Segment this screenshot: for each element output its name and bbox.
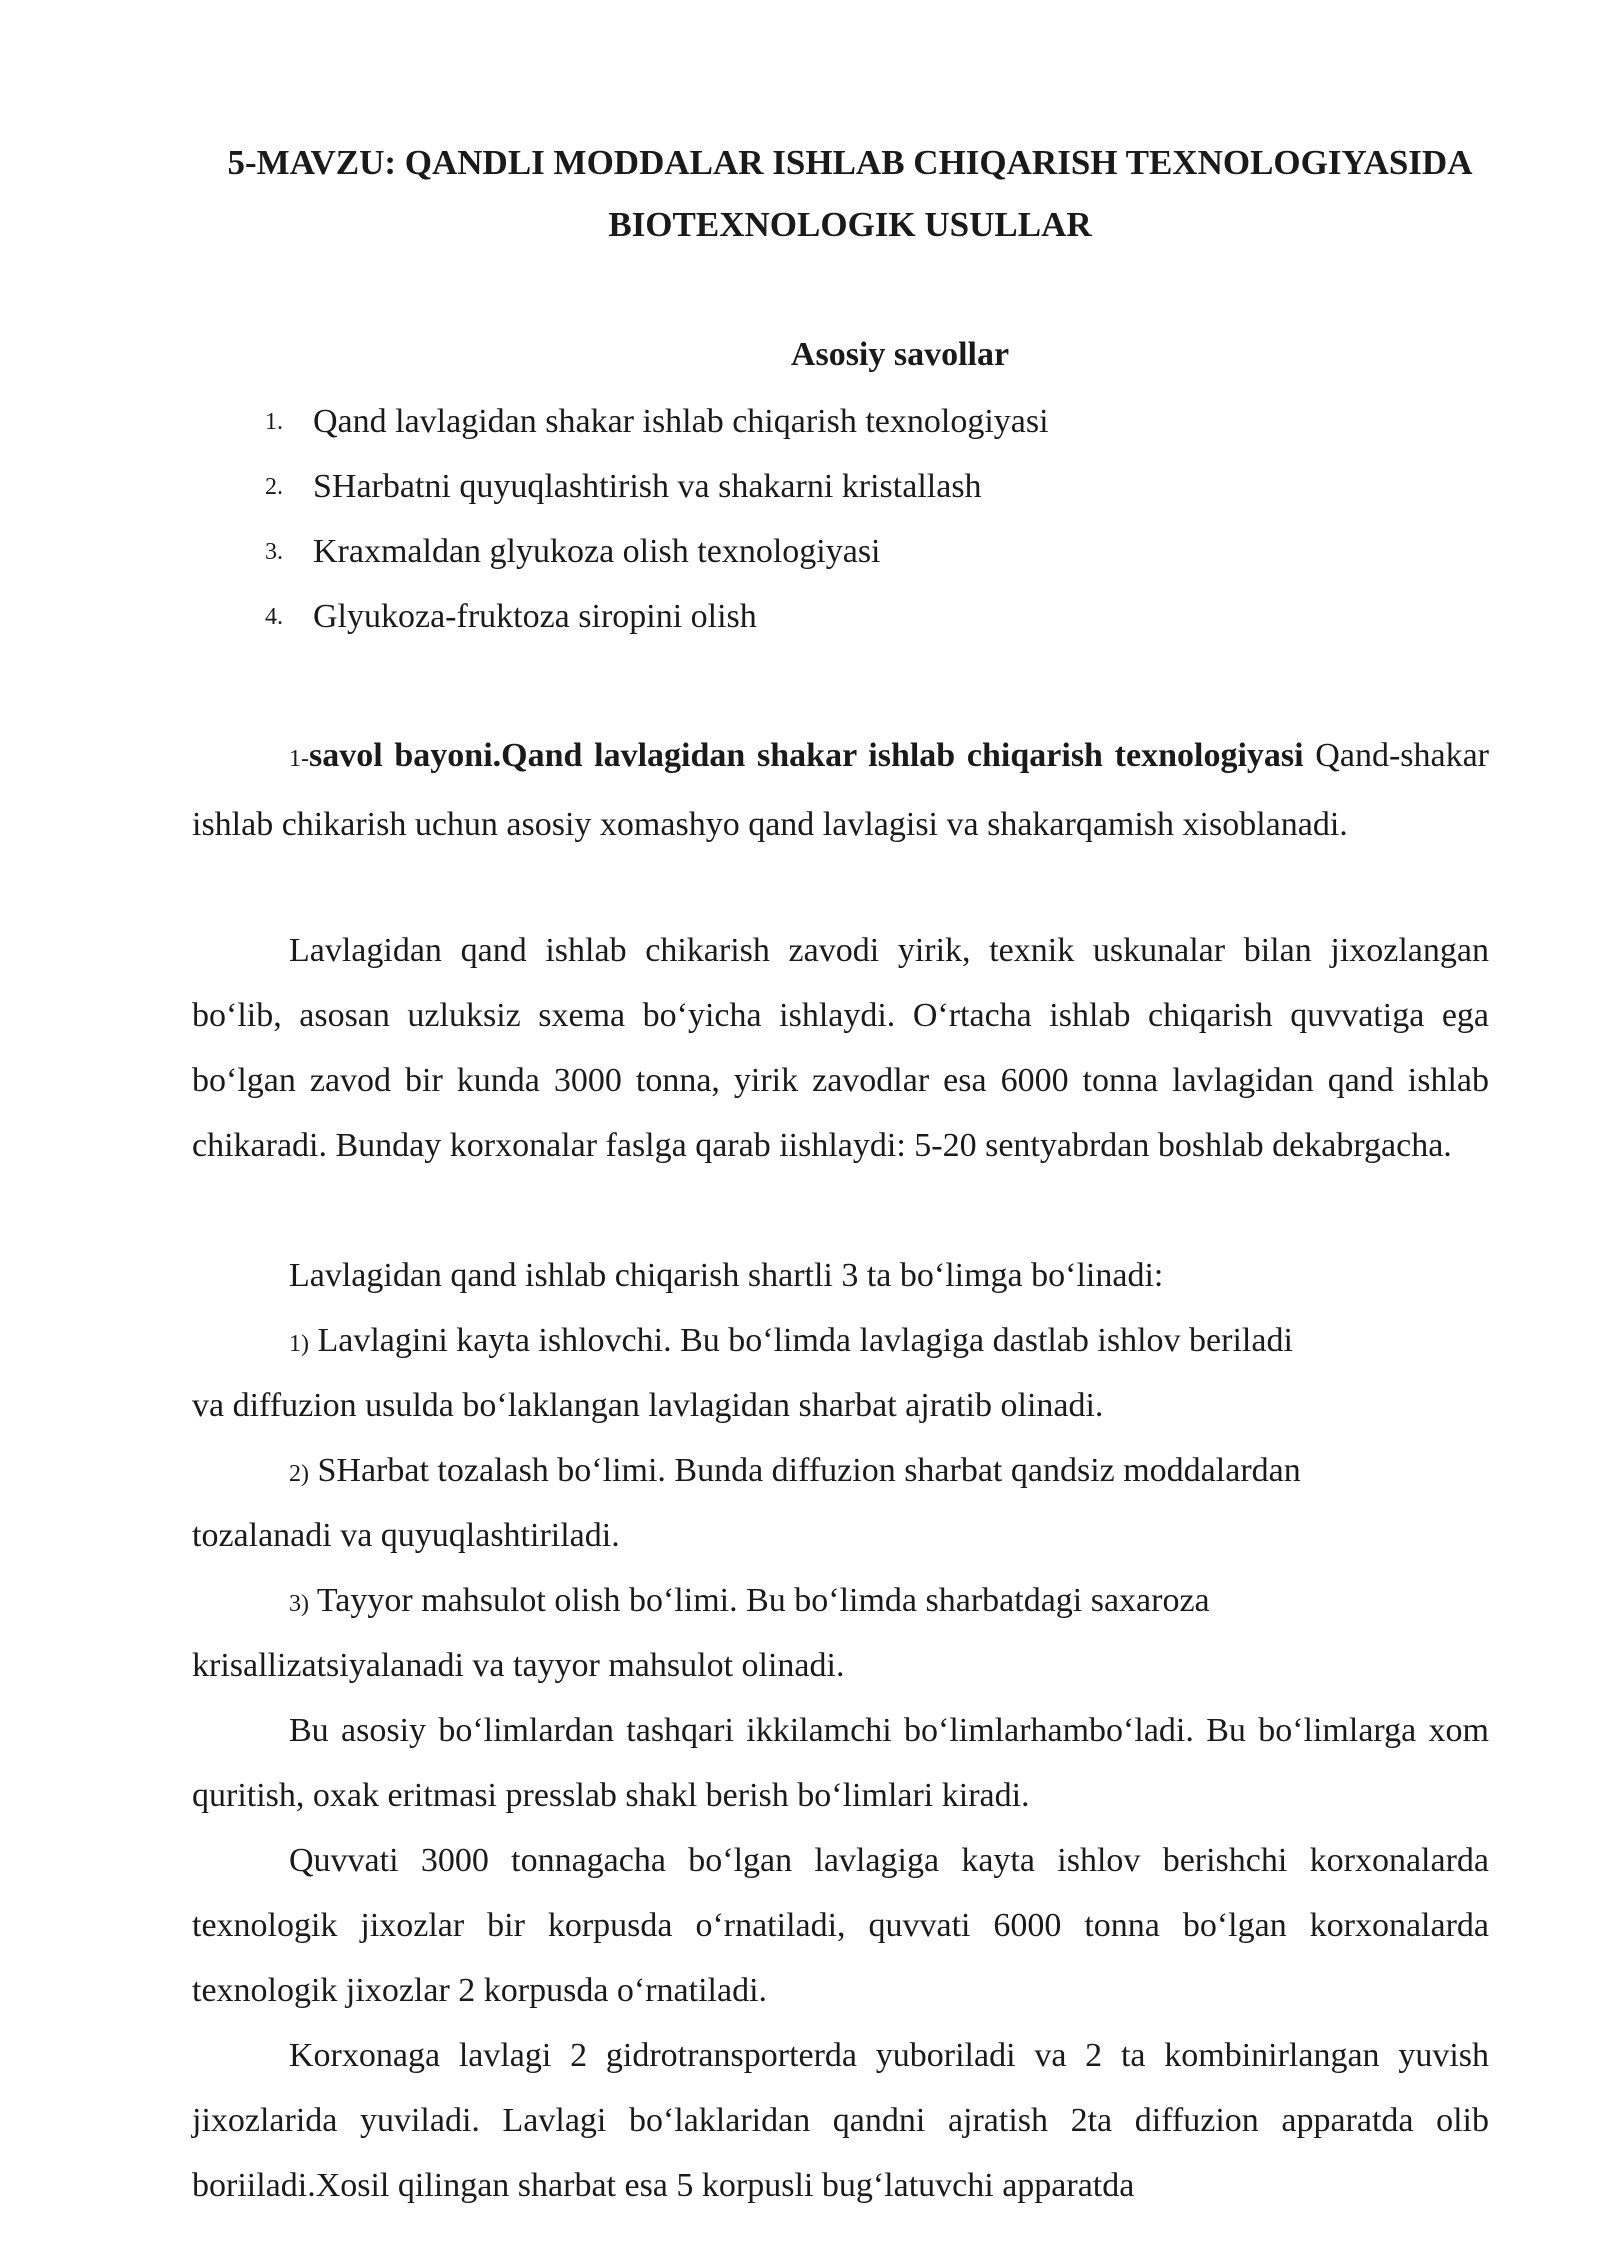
paragraph: Korxonaga lavlagi 2 gidrotransporterda yuboriladi va 2 ta kombinirlangan yuvish jixozlarida yuviladi. Lavlagi bo‘laklaridan qandni ajratish 2ta diffuzion apparatda olib boriiladi.Xosil qilingan sharbat esa 5 korpusli bug‘latuvchi apparatda bbox=[192, 2037, 1489, 2204]
division-item-text: Lavlagini kayta ishlovchi. Bu bo‘limda lavlagiga dastlab ishlov beriladi bbox=[309, 1322, 1293, 1359]
section-1-heading: savol bayoni.Qand lavlagidan shakar ishlab chiqarish texnologiyasi bbox=[309, 737, 1304, 774]
title-line-2: BIOTEXNOLOGIK USULLAR bbox=[608, 205, 1092, 244]
division-item-text: SHarbat tozalash bo‘limi. Bunda diffuzion sharbat qandsiz moddalardan bbox=[309, 1452, 1301, 1489]
paragraph: Quvvati 3000 tonnagacha bo‘lgan lavlagiga kayta ishlov berishchi korxonalarda texnologik jixozlar bir korpusda o‘rnatiladi, quvvati 6000 tonna bo‘lgan korxonalarda texnologik jixozlar 2 korpusda o‘rnatiladi. bbox=[192, 1842, 1489, 2009]
list-item-number: 4. bbox=[265, 604, 283, 630]
division-item-number: 1) bbox=[289, 1331, 309, 1357]
division-item-text: Tayyor mahsulot olish bo‘limi. Bu bo‘limda sharbatdagi saxaroza bbox=[309, 1582, 1210, 1619]
title-line-1: 5-MAVZU: QANDLI MODDALAR ISHLAB CHIQARISH TEXNOLOGIYASIDA bbox=[227, 143, 1473, 182]
division-item-number: 3) bbox=[289, 1591, 309, 1617]
page-title bbox=[150, 132, 1550, 256]
division-item-1-cont: va diffuzion usulda bo‘laklangan lavlagidan sharbat ajratib olinadi. bbox=[192, 1387, 1104, 1424]
division-item-3-cont: krisallizatsiyalanadi va tayyor mahsulot olinadi. bbox=[192, 1647, 845, 1684]
list-item-text: SHarbatni quyuqlashtirish va shakarni kristallash bbox=[313, 468, 982, 505]
list-item-text: Glyukoza-fruktoza siropini olish bbox=[313, 598, 757, 635]
section-1-intro-text: Qand-shakar ishlab chikarish uchun asosiy xomashyo qand lavlagisi va shakarqamish xisoblanadi. bbox=[192, 737, 1489, 843]
list-item-text: Qand lavlagidan shakar ishlab chiqarish texnologiyasi bbox=[313, 403, 1049, 440]
paragraph: Lavlagidan qand ishlab chikarish zavodi yirik, texnik uskunalar bilan jixozlangan bo‘lib, asosan uzluksiz sxema bo‘yicha ishlaydi. O‘rtacha ishlab chiqarish quvvatiga ega bo‘lgan zavod bir kunda 3000 tonna, yirik zavodlar esa 6000 tonna lavlagidan qand ishlab chikaradi. Bunday korxonalar faslga qarab iishlaydi: 5-20 sentyabrdan boshlab dekabrgacha. bbox=[192, 932, 1489, 1164]
division-item-number: 2) bbox=[289, 1461, 309, 1487]
paragraph: Bu asosiy bo‘limlardan tashqari ikkilamchi bo‘limlarhambo‘ladi. Bu bo‘limlarga xom quritish, oxak eritmasi presslab shakl berish bo‘limlari kiradi. bbox=[192, 1712, 1489, 1814]
list-item-number: 1. bbox=[265, 409, 283, 435]
division-item-3 bbox=[289, 1568, 1489, 1637]
division-item-2-cont: tozalanadi va quyuqlashtiriladi. bbox=[192, 1517, 620, 1554]
division-item-2 bbox=[289, 1438, 1456, 1507]
division-item-1 bbox=[289, 1308, 1467, 1377]
section-1-intro bbox=[192, 723, 1489, 857]
list-item-number: 3. bbox=[265, 539, 283, 565]
section-1-number: 1- bbox=[289, 746, 309, 772]
list-item-text: Kraxmaldan glyukoza olish texnologiyasi bbox=[313, 533, 881, 570]
paragraph: Lavlagidan qand ishlab chiqarish shartli 3 ta bo‘limga bo‘linadi: bbox=[289, 1257, 1164, 1294]
questions-heading: Asosiy savollar bbox=[790, 336, 1010, 373]
list-item-number: 2. bbox=[265, 474, 283, 500]
